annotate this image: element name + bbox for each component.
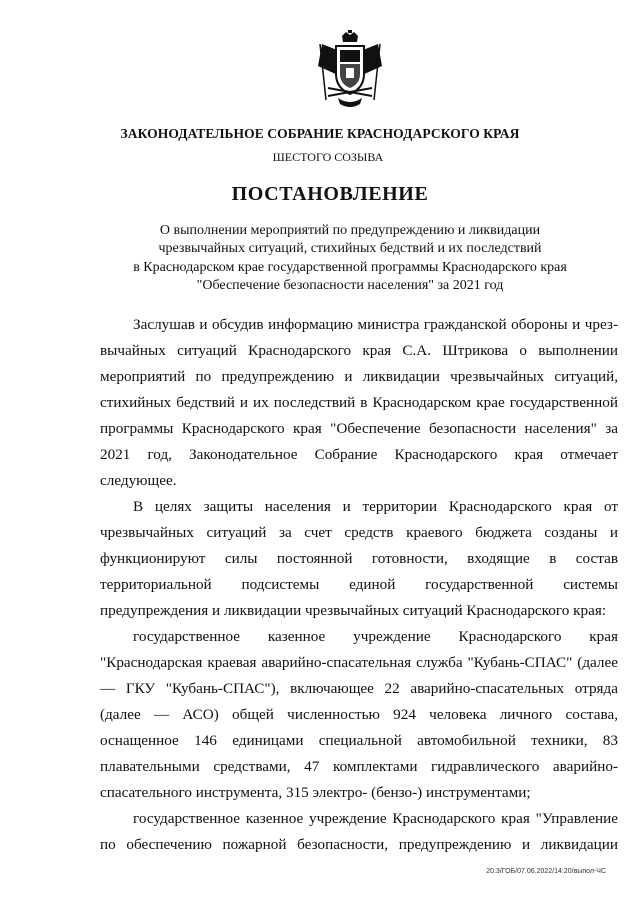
coat-of-arms-icon xyxy=(312,30,388,110)
convocation-label: ШЕСТОГО СОЗЫВА xyxy=(272,150,384,164)
body-paragraph: В целях защиты населения и территории Краснодарского края от чрезвычайных ситуаций за счет средств краевого бюджета созданы и функционируют силы постоянной готовности, входящие в состав территориальной подсистемы единой государственной системы предупреждения и ликвидации чрезвычайных ситуаций Краснодарского края: xyxy=(100,498,618,619)
document-footer-code: 20.3/ГОБ/07.06.2022/14:20/выпол-ЧС xyxy=(486,868,606,875)
subject-line: О выполнении мероприятий по предупреждению и ликвидации xyxy=(159,223,541,238)
document-type-title: ПОСТАНОВЛЕНИЕ xyxy=(231,183,429,205)
body-paragraph: Заслушав и обсудив информацию министра гражданской обороны и чрезвычайных ситуаций Краснодарского края С.А. Штрикова о выполнении мероприятий по предупреждению и ликвидации чрезвычайных ситуаций, стихийных бедствий и их последствий в Краснодарском крае государственной программы Краснодарского края "Обеспечение безопасности населения" за 2021 год, Законодательное Собрание Краснодарского края отмечает следующее. xyxy=(100,316,618,489)
subject-line: чрезвычайных ситуаций, стихийных бедствий и их последствий xyxy=(158,241,542,257)
organization-name: ЗАКОНОДАТЕЛЬНОЕ СОБРАНИЕ КРАСНОДАРСКОГО КРАЯ xyxy=(120,126,520,141)
body-paragraph: государственное казенное учреждение Краснодарского края "Управление по обеспечению пожарной безопасности, предупреждению и ликвидации xyxy=(100,810,618,853)
body-paragraph: государственное казенное учреждение Краснодарского края "Краснодарская краевая аварийно-спасательная служба "Кубань-СПАС" (далее — ГКУ "Кубань-СПАС"), включающее 22 аварийно-спасательных отряда (далее — АСО) общей численностью 924 человека личного состава, оснащенное 146 единицами специальной автомобильной техники, 83 плавательными средствами, 47 комплектами гидравлического аварийно-спасательного инструмента, 315 электро- (бензо-) инструментами; xyxy=(100,628,618,801)
subject-line: в Краснодарском крае государственной программы Краснодарского края xyxy=(133,259,567,275)
document-subject xyxy=(60,222,640,296)
subject-line: "Обеспечение безопасности населения" за 2021 год xyxy=(196,278,504,294)
document-body xyxy=(100,312,618,858)
